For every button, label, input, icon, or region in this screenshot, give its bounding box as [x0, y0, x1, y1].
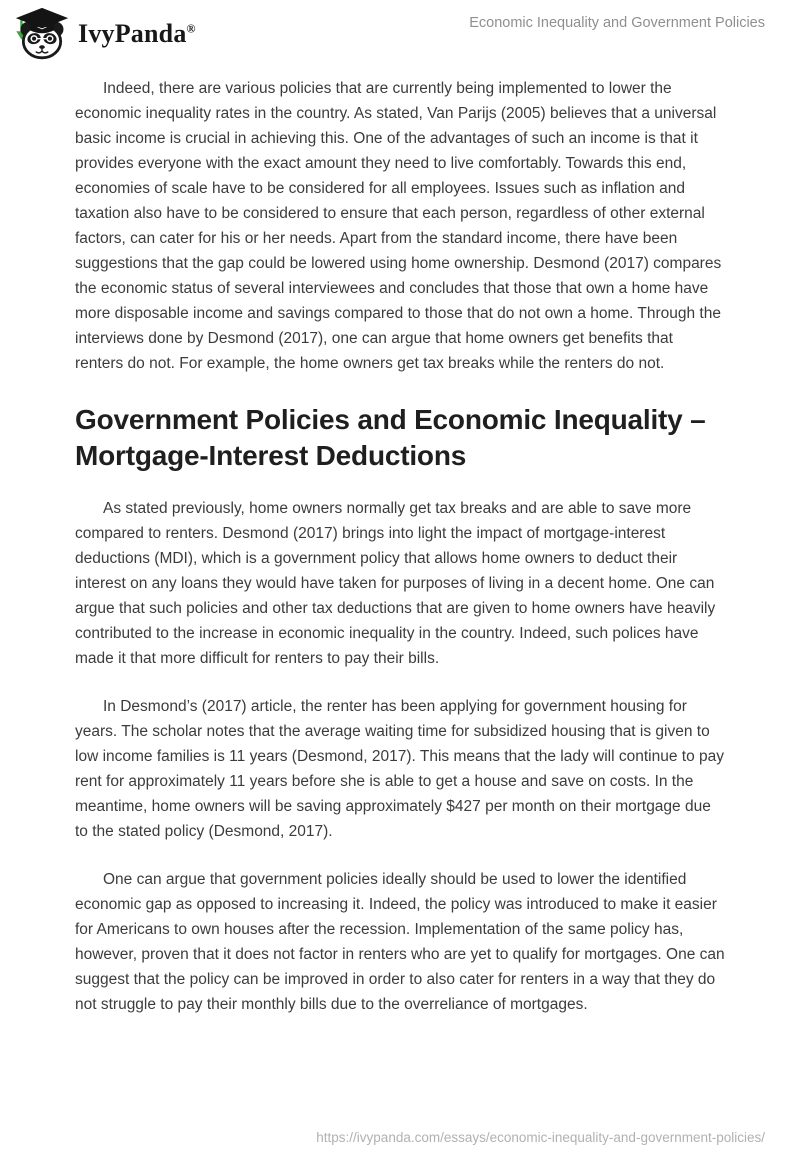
ivypanda-logo	[12, 6, 196, 62]
source-url-link[interactable]: https://ivypanda.com/essays/economic-inequality-and-government-policies/	[316, 1130, 765, 1145]
paragraph-3: In Desmond’s (2017) article, the renter has been applying for government housing for years. The scholar notes that the average waiting time for subsidized housing that is given to low income families is 11 years (Desmond, 2017). This means that the lady will continue to pay rent for approximately 11 years before she is able to get a house and save on costs. In the meantime, home owners will be saving approximately $427 per month on their mortgage due to the stated policy (Desmond, 2017).	[75, 698, 725, 840]
paragraph-2: As stated previously, home owners normally get tax breaks and are able to save more compared to renters. Desmond (2017) brings into light the impact of mortgage-interest deductions (MDI), which is a government policy that allows home owners to deduct their interest on any loans they would have taken for purposes of living in a decent home. One can argue that such policies and other tax deductions that are given to home owners have heavily contributed to the increase in economic inequality in the country. Indeed, such polices have made it that more difficult for renters to pay their bills.	[75, 500, 716, 667]
section-heading: Government Policies and Economic Inequality – Mortgage-Interest Deductions	[75, 404, 706, 471]
paragraph-1: Indeed, there are various policies that are currently being implemented to lower the economic inequality rates in the country. As stated, Van Parijs (2005) believes that a universal basic income is crucial in achieving this. One of the advantages of such an income is that it provides everyone with the exact amount they need to live comfortably. Towards this end, economies of scale have to be considered for all employees. Issues such as inflation and taxation also have to be considered to ensure that each person, regardless of other external factors, can cater for his or her needs. Apart from the standard income, there have been suggestions that the gap could be lowered using home ownership. Desmond (2017) compares the economic status of several interviewees and concludes that those that own a home have more disposable income and savings compared to those that do not own a home. Through the interviews done by Desmond (2017), one can argue that home owners get benefits that renters do not. For example, the home owners get tax breaks while the renters do not.	[75, 80, 722, 372]
page-header	[0, 0, 800, 64]
paragraph-4: One can argue that government policies ideally should be used to lower the identified economic gap as opposed to increasing it. Indeed, the policy was introduced to make it easier for Americans to own houses after the recession. Implementation of the same policy has, however, proven that it does not factor in renters who are yet to qualify for mortgages. One can suggest that the policy can be improved in order to also cater for renters in a way that they do not struggle to pay their monthly bills due to the overreliance of mortgages.	[75, 871, 725, 1013]
registered-trademark-symbol: ®	[186, 21, 196, 36]
essay-body	[75, 76, 725, 1017]
logo-text	[78, 21, 196, 47]
logo-wordmark: IvyPanda	[78, 19, 187, 48]
panda-graduation-cap-icon	[12, 6, 72, 62]
running-head-title: Economic Inequality and Government Policies	[469, 15, 765, 31]
page-footer	[316, 1129, 765, 1147]
